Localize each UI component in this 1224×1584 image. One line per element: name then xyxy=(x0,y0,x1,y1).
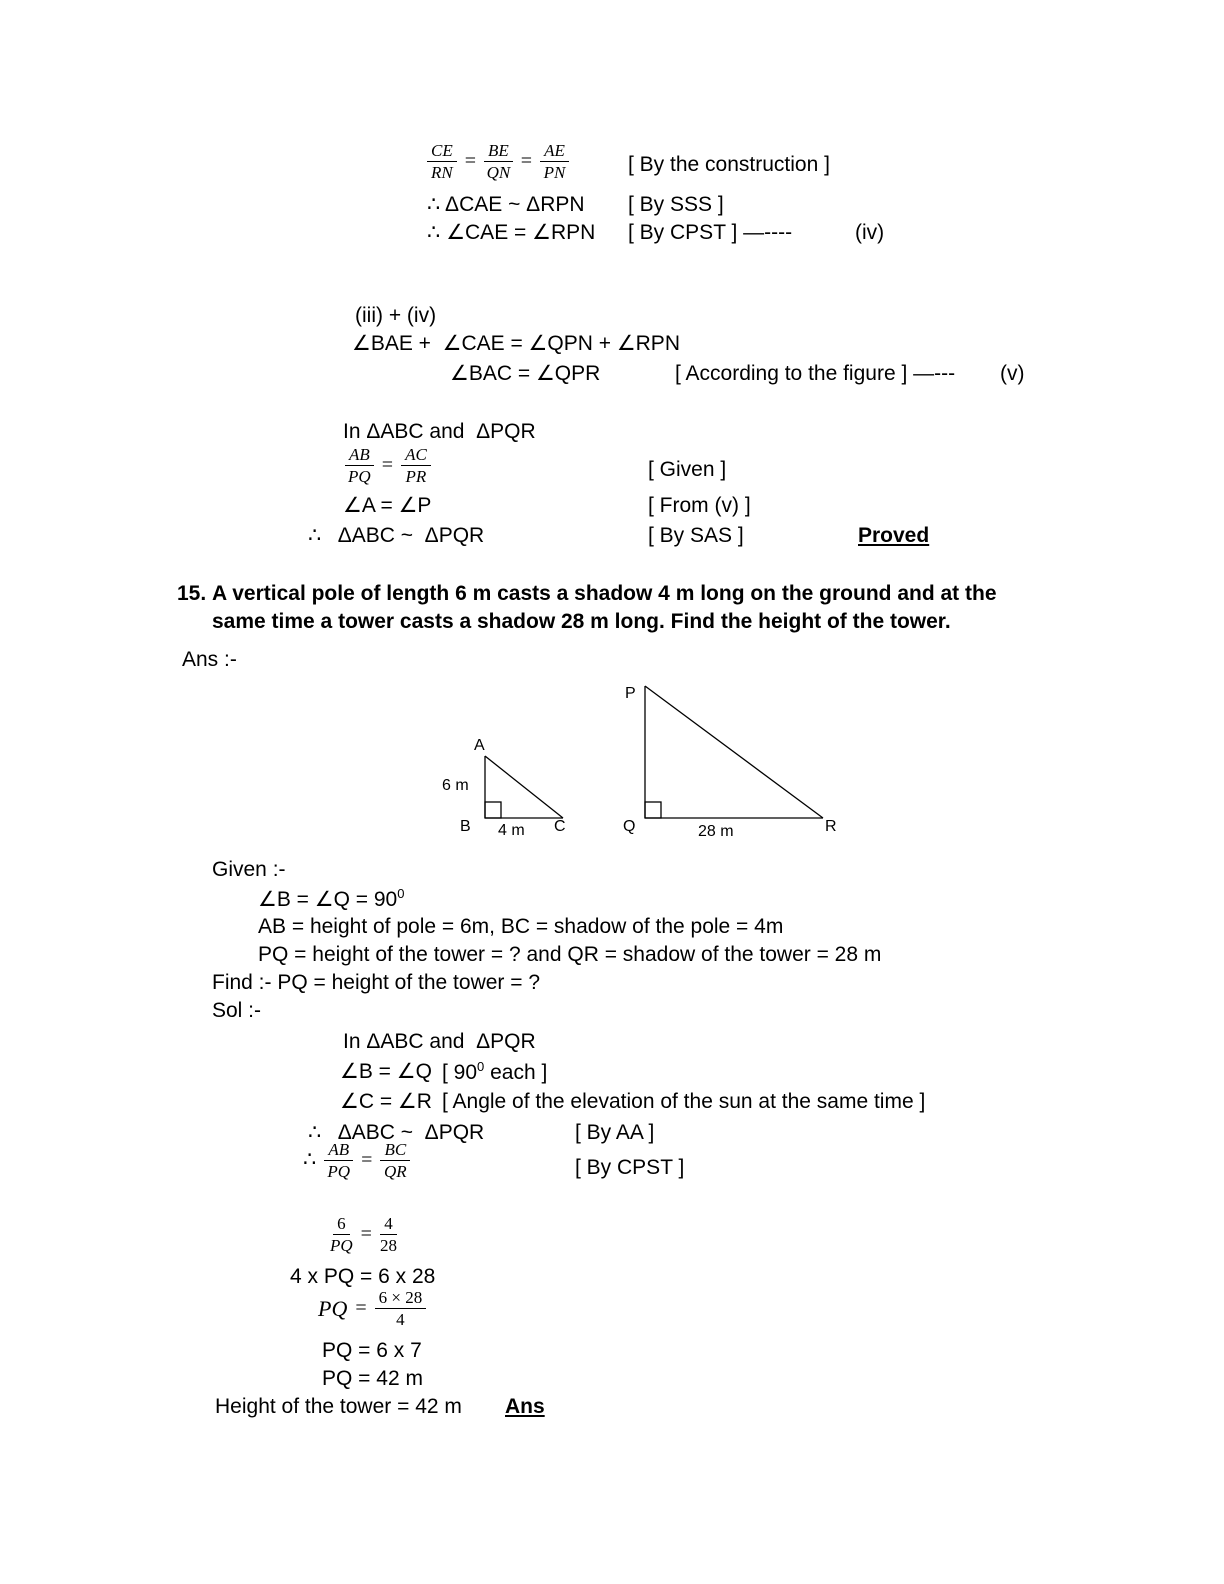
right-angle-mark-q xyxy=(645,802,661,818)
fraction-denominator: PQ xyxy=(327,1162,351,1182)
find-statement: Find :- PQ = height of the tower = ? xyxy=(212,971,541,994)
pole-height-label: 6 m xyxy=(442,777,469,794)
statement-in-abc-pqr: In ΔABC and ΔPQR xyxy=(343,420,536,443)
superscript-zero: 0 xyxy=(477,1059,485,1074)
given-label: Given :- xyxy=(212,858,286,881)
reason-90-each xyxy=(442,1059,547,1086)
fraction-denominator: PN xyxy=(543,163,566,183)
therefore-symbol: ∴ xyxy=(303,1148,317,1172)
fraction-ac-pr xyxy=(401,445,431,486)
fraction-denominator: RN xyxy=(431,163,453,183)
tower-shadow-label: 28 m xyxy=(698,823,734,840)
statement-angle-c-r: ∠C = ∠R xyxy=(340,1090,432,1113)
fraction-denominator: QN xyxy=(486,163,511,183)
vertex-label-q: Q xyxy=(623,818,636,835)
side-pr xyxy=(645,686,823,818)
reason-according-figure: [ According to the figure ] —--- xyxy=(675,362,956,385)
fraction-ab-pq xyxy=(345,445,374,486)
equation-6-pq-4-28 xyxy=(330,1214,397,1255)
given-angles-text: ∠B = ∠Q = 90 xyxy=(258,888,398,911)
fraction-numerator: AC xyxy=(401,445,431,466)
equals-sign: = xyxy=(381,454,394,477)
reason-by-sss: [ By SSS ] xyxy=(628,193,724,216)
fraction-denominator: PR xyxy=(405,467,427,487)
fraction-numerator: AB xyxy=(324,1140,353,1161)
fraction-ce-rn xyxy=(427,141,457,182)
fraction-ae-pn xyxy=(540,141,569,182)
reason-from-v: [ From (v) ] xyxy=(648,494,751,517)
statement-cae-similar-rpn: ∴ ΔCAE ~ ΔRPN xyxy=(427,193,585,216)
question-number: 15. xyxy=(177,582,207,605)
variable-pq: PQ xyxy=(318,1295,348,1321)
fraction-ab-pq-2 xyxy=(324,1140,353,1181)
reason-by-cpst: [ By CPST ] —---- xyxy=(628,221,793,244)
proved-label: Proved xyxy=(858,524,930,547)
equals-sign: = xyxy=(464,150,477,173)
equation-cf-ratios xyxy=(427,141,569,182)
superscript-zero: 0 xyxy=(397,886,405,901)
statement-abc-similar-pqr: ∴ ΔABC ~ ΔPQR xyxy=(308,524,485,547)
fraction-denominator: 4 xyxy=(396,1310,405,1330)
vertex-label-p: P xyxy=(625,685,636,702)
fraction-6x28-4 xyxy=(375,1288,427,1329)
statement-angle-b-q: ∠B = ∠Q xyxy=(340,1060,432,1083)
equals-sign: = xyxy=(361,1149,373,1172)
statement-abc-similar-pqr-2: ∴ ΔABC ~ ΔPQR xyxy=(308,1121,485,1144)
equation-cpst-ratio xyxy=(303,1140,410,1181)
vertex-label-b: B xyxy=(460,818,471,835)
statement-in-abc-pqr-2: In ΔABC and ΔPQR xyxy=(343,1030,536,1053)
fraction-bc-qr xyxy=(380,1140,410,1181)
fraction-numerator: AE xyxy=(540,141,569,162)
fraction-4-28 xyxy=(380,1214,397,1255)
reason-by-cpst-2: [ By CPST ] xyxy=(575,1156,685,1179)
given-tower-dimensions: PQ = height of the tower = ? and QR = shadow of the tower = 28 m xyxy=(258,943,882,966)
fraction-numerator: AB xyxy=(345,445,374,466)
vertex-label-r: R xyxy=(825,818,837,835)
triangles-diagram xyxy=(430,668,870,848)
equation-pq-6x7: PQ = 6 x 7 xyxy=(322,1339,422,1362)
question-text-line2: same time a tower casts a shadow 28 m long. Find the height of the tower. xyxy=(212,610,951,633)
reason-elevation-angle: [ Angle of the elevation of the sun at the same time ] xyxy=(442,1090,926,1113)
right-angle-mark-b xyxy=(485,802,501,818)
reason-by-sas: [ By SAS ] xyxy=(648,524,744,547)
solution-label: Sol :- xyxy=(212,999,262,1022)
equation-pq-42: PQ = 42 m xyxy=(322,1367,423,1390)
ans-label: Ans xyxy=(505,1395,545,1418)
equals-sign: = xyxy=(355,1297,367,1320)
equation-ref-v: (v) xyxy=(1000,362,1025,385)
fraction-denominator: 28 xyxy=(379,1236,397,1256)
equals-sign: = xyxy=(520,150,533,173)
question-text-line1: A vertical pole of length 6 m casts a shadow 4 m long on the ground and at the xyxy=(212,582,997,605)
fraction-6-pq xyxy=(330,1214,353,1255)
given-pole-dimensions: AB = height of pole = 6m, BC = shadow of the pole = 4m xyxy=(258,915,784,938)
reason-90-pre: [ 90 xyxy=(442,1061,478,1084)
fraction-numerator: BC xyxy=(380,1140,410,1161)
statement-angle-a-p: ∠A = ∠P xyxy=(343,494,432,517)
fraction-denominator: QR xyxy=(383,1162,407,1182)
equation-ab-pq-ratio xyxy=(345,445,431,486)
vertex-label-a: A xyxy=(474,737,485,754)
pole-shadow-label: 4 m xyxy=(498,822,525,839)
statement-angle-sum: ∠BAE + ∠CAE = ∠QPN + ∠RPN xyxy=(352,332,680,355)
statement-angle-cae-rpn: ∴ ∠CAE = ∠RPN xyxy=(427,221,596,244)
vertex-label-c: C xyxy=(554,818,566,835)
fraction-be-qn xyxy=(484,141,513,182)
given-angles xyxy=(258,886,404,913)
reason-by-construction: [ By the construction ] xyxy=(628,153,830,176)
equals-sign: = xyxy=(360,1223,372,1246)
statement-iii-plus-iv: (iii) + (iv) xyxy=(355,304,437,327)
fraction-denominator: PQ xyxy=(330,1236,353,1256)
fraction-numerator: 6 × 28 xyxy=(375,1288,427,1309)
fraction-numerator: 6 xyxy=(333,1214,350,1235)
equation-ref-iv: (iv) xyxy=(855,221,885,244)
fraction-numerator: CE xyxy=(427,141,457,162)
answer-label: Ans :- xyxy=(182,648,237,671)
final-answer-text: Height of the tower = 42 m xyxy=(215,1395,462,1418)
equation-pq-value-fraction xyxy=(318,1288,426,1329)
reason-by-aa: [ By AA ] xyxy=(575,1121,655,1144)
equation-cross-multiply: 4 x PQ = 6 x 28 xyxy=(290,1265,436,1288)
statement-bac-qpr: ∠BAC = ∠QPR xyxy=(450,362,601,385)
fraction-numerator: BE xyxy=(484,141,513,162)
reason-90-post: each ] xyxy=(484,1061,548,1084)
side-ac xyxy=(485,756,563,818)
fraction-denominator: PQ xyxy=(348,467,371,487)
fraction-numerator: 4 xyxy=(380,1214,397,1235)
reason-given: [ Given ] xyxy=(648,458,727,481)
